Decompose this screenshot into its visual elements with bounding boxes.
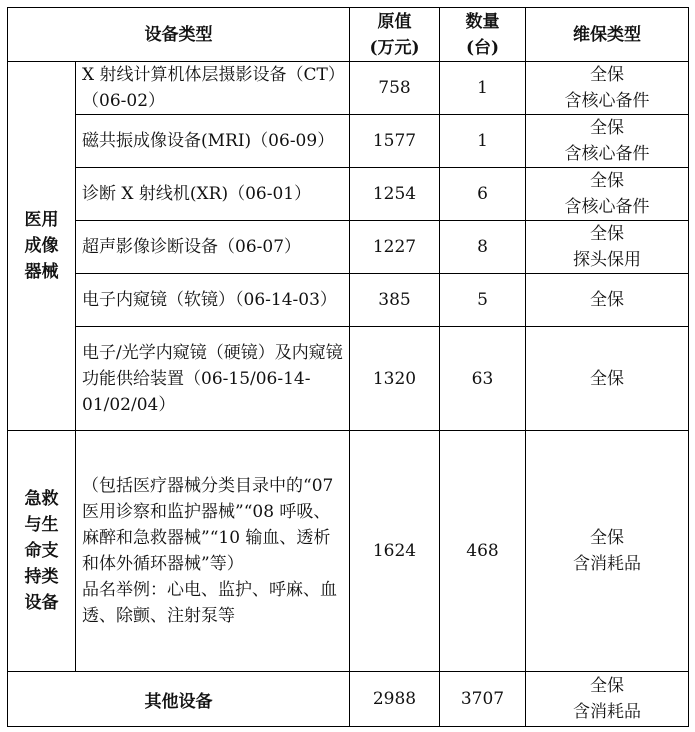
table-row: [8, 274, 689, 327]
maint-cell: 全保: [526, 327, 689, 431]
table-row: [8, 431, 689, 672]
qty-cell: 8: [440, 221, 526, 274]
qty-cell: 468: [440, 431, 526, 672]
group-label-imaging: 医用 成像 器械: [8, 62, 76, 431]
table-row: [8, 221, 689, 274]
table-row: [8, 327, 689, 431]
qty-cell: 1: [440, 115, 526, 168]
qty-cell: 3707: [440, 672, 526, 727]
type-cell: 磁共振成像设备(MRI)（06-09）: [76, 115, 350, 168]
header-category: 设备类型: [8, 8, 350, 62]
qty-cell: 63: [440, 327, 526, 431]
type-cell: 电子内窥镜（软镜）（06-14-03）: [76, 274, 350, 327]
type-cell: 电子/光学内窥镜（硬镜）及内窥镜功能供给装置（06-15/06-14-01/02/04）: [76, 327, 350, 431]
group-label-life-support: 急救 与生 命支 持类 设备: [8, 431, 76, 672]
type-cell: X 射线计算机体层摄影设备（CT）（06-02）: [76, 62, 350, 115]
maint-cell: 全保 含核心备件: [526, 168, 689, 221]
maint-cell: 全保: [526, 274, 689, 327]
maint-cell: 全保 含消耗品: [526, 672, 689, 727]
value-cell: 1577: [350, 115, 440, 168]
value-cell: 1254: [350, 168, 440, 221]
value-cell: 1320: [350, 327, 440, 431]
header-maintenance: 维保类型: [526, 8, 689, 62]
value-cell: 385: [350, 274, 440, 327]
table-row: [8, 115, 689, 168]
maint-cell: 全保 含核心备件: [526, 62, 689, 115]
type-cell: （包括医疗器械分类目录中的“07 医用诊察和监护器械”“08 呼吸、麻醉和急救器械”“10 输血、透析和体外循环器械”等） 品名举例：心电、监护、呼麻、血透、除颤、注射泵等: [76, 431, 350, 672]
table-row: [8, 672, 689, 727]
qty-cell: 1: [440, 62, 526, 115]
maint-cell: 全保 探头保用: [526, 221, 689, 274]
qty-cell: 6: [440, 168, 526, 221]
maint-cell: 全保 含消耗品: [526, 431, 689, 672]
value-cell: 1624: [350, 431, 440, 672]
value-cell: 2988: [350, 672, 440, 727]
other-label: 其他设备: [8, 672, 350, 727]
header-value: 原值 (万元): [350, 8, 440, 62]
type-cell: 诊断 X 射线机(XR)（06-01）: [76, 168, 350, 221]
type-cell: 超声影像诊断设备（06-07）: [76, 221, 350, 274]
table-row: [8, 168, 689, 221]
qty-cell: 5: [440, 274, 526, 327]
value-cell: 758: [350, 62, 440, 115]
value-cell: 1227: [350, 221, 440, 274]
equipment-table: [7, 7, 689, 727]
header-row: [8, 8, 689, 62]
table-row: [8, 62, 689, 115]
header-quantity: 数量 (台): [440, 8, 526, 62]
maint-cell: 全保 含核心备件: [526, 115, 689, 168]
